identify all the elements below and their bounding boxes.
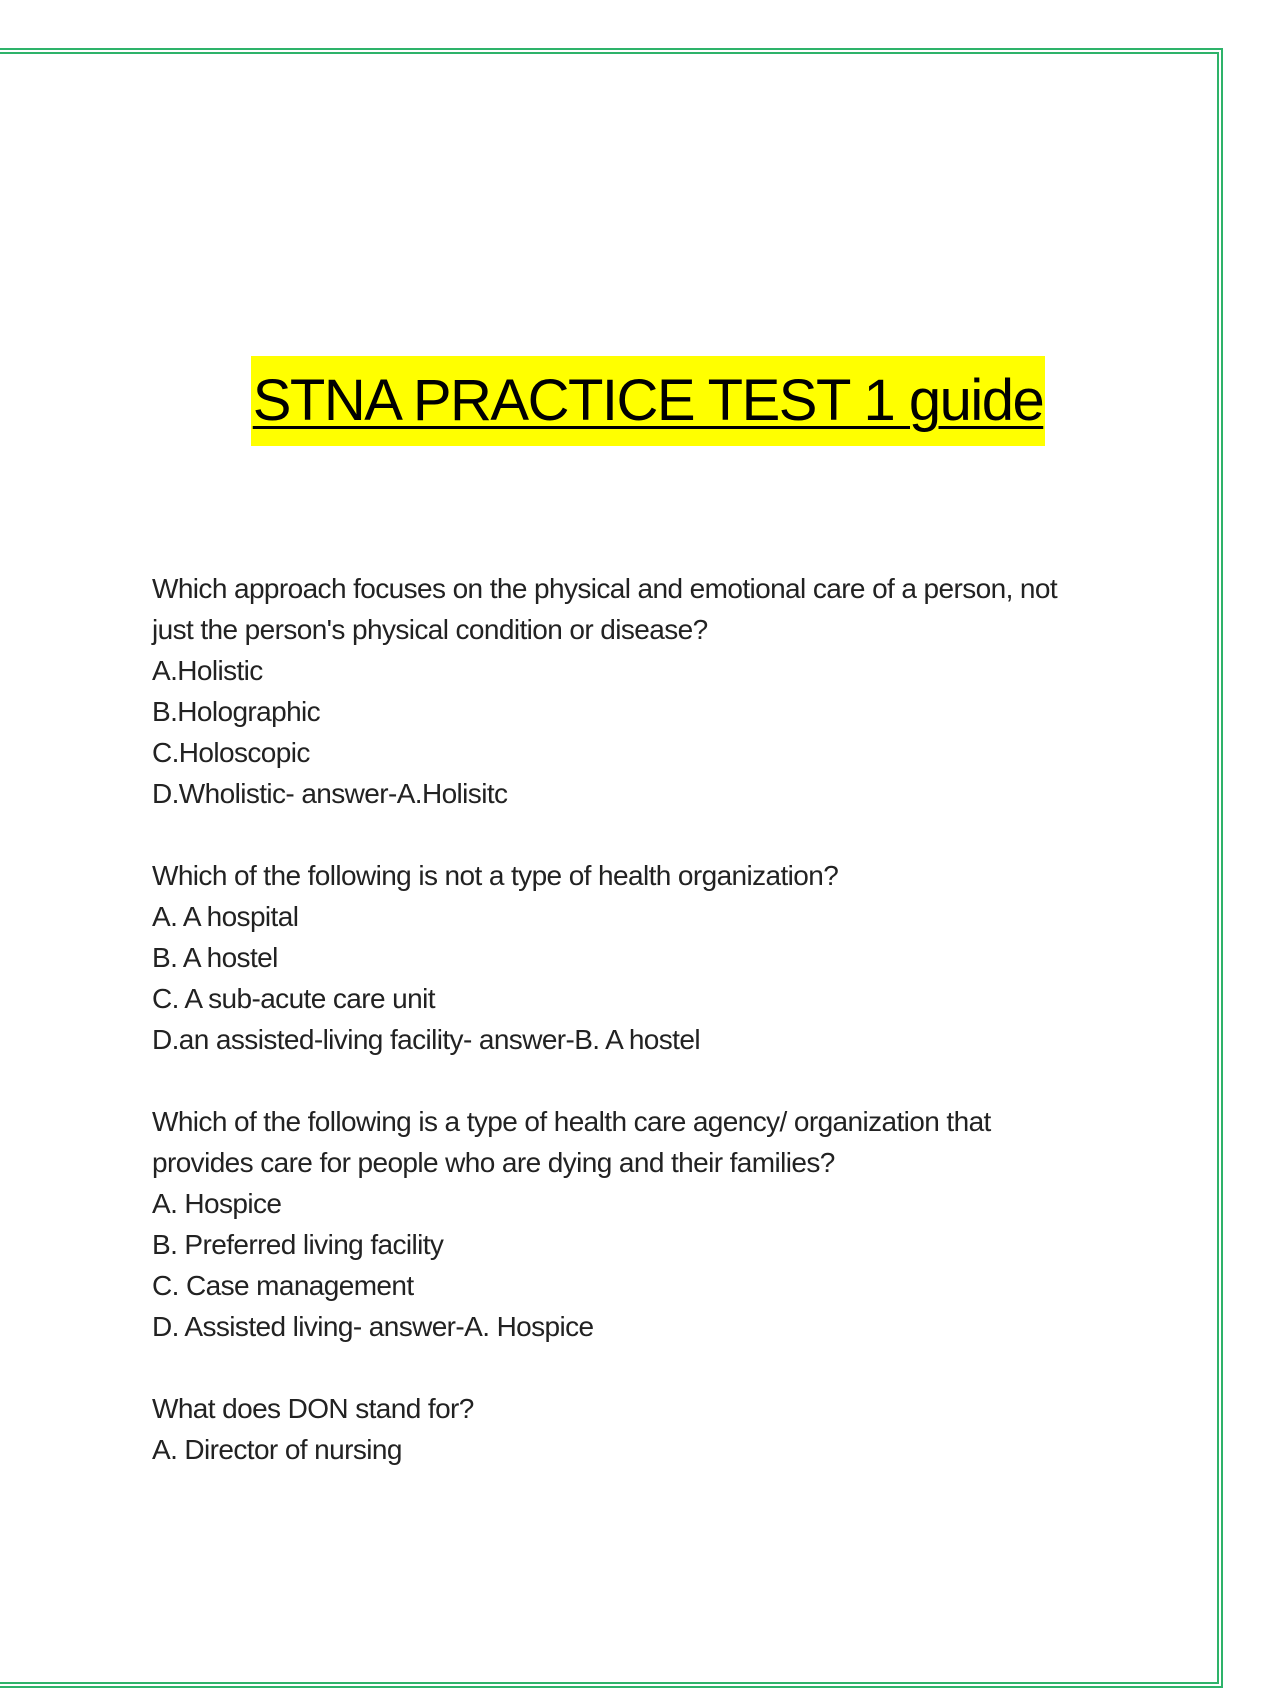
- answer-option: D.Wholistic- answer-A.Holisitc: [152, 778, 508, 809]
- question-prompt-line: just the person's physical condition or disease?: [152, 614, 708, 645]
- question-prompt-line: Which of the following is not a type of health organization?: [152, 860, 839, 891]
- question-prompt-line: What does DON stand for?: [152, 1393, 474, 1424]
- question-1: [152, 568, 1112, 814]
- answer-option: C. Case management: [152, 1270, 414, 1301]
- answer-option: B. A hostel: [152, 942, 278, 973]
- answer-option: A. A hospital: [152, 901, 299, 932]
- answer-option: A. Hospice: [152, 1188, 282, 1219]
- answer-option: B. Preferred living facility: [152, 1229, 444, 1260]
- question-3: [152, 1101, 1112, 1347]
- question-prompt-line: Which approach focuses on the physical and emotional care of a person, not: [152, 573, 1058, 604]
- question-list: [152, 568, 1112, 1511]
- question-4: [152, 1388, 1112, 1470]
- document-title: STNA PRACTICE TEST 1 guide: [251, 356, 1046, 446]
- answer-option: D. Assisted living- answer-A. Hospice: [152, 1311, 594, 1342]
- answer-option: A.Holistic: [152, 655, 263, 686]
- answer-option: C.Holoscopic: [152, 737, 310, 768]
- answer-option: D.an assisted-living facility- answer-B. A hostel: [152, 1024, 700, 1055]
- question-prompt-line: provides care for people who are dying and their families?: [152, 1147, 835, 1178]
- question-2: [152, 855, 1112, 1060]
- answer-option: B.Holographic: [152, 696, 321, 727]
- answer-option: A. Director of nursing: [152, 1434, 402, 1465]
- title-container: [0, 356, 1280, 446]
- question-prompt-line: Which of the following is a type of health care agency/ organization that: [152, 1106, 991, 1137]
- answer-option: C. A sub-acute care unit: [152, 983, 435, 1014]
